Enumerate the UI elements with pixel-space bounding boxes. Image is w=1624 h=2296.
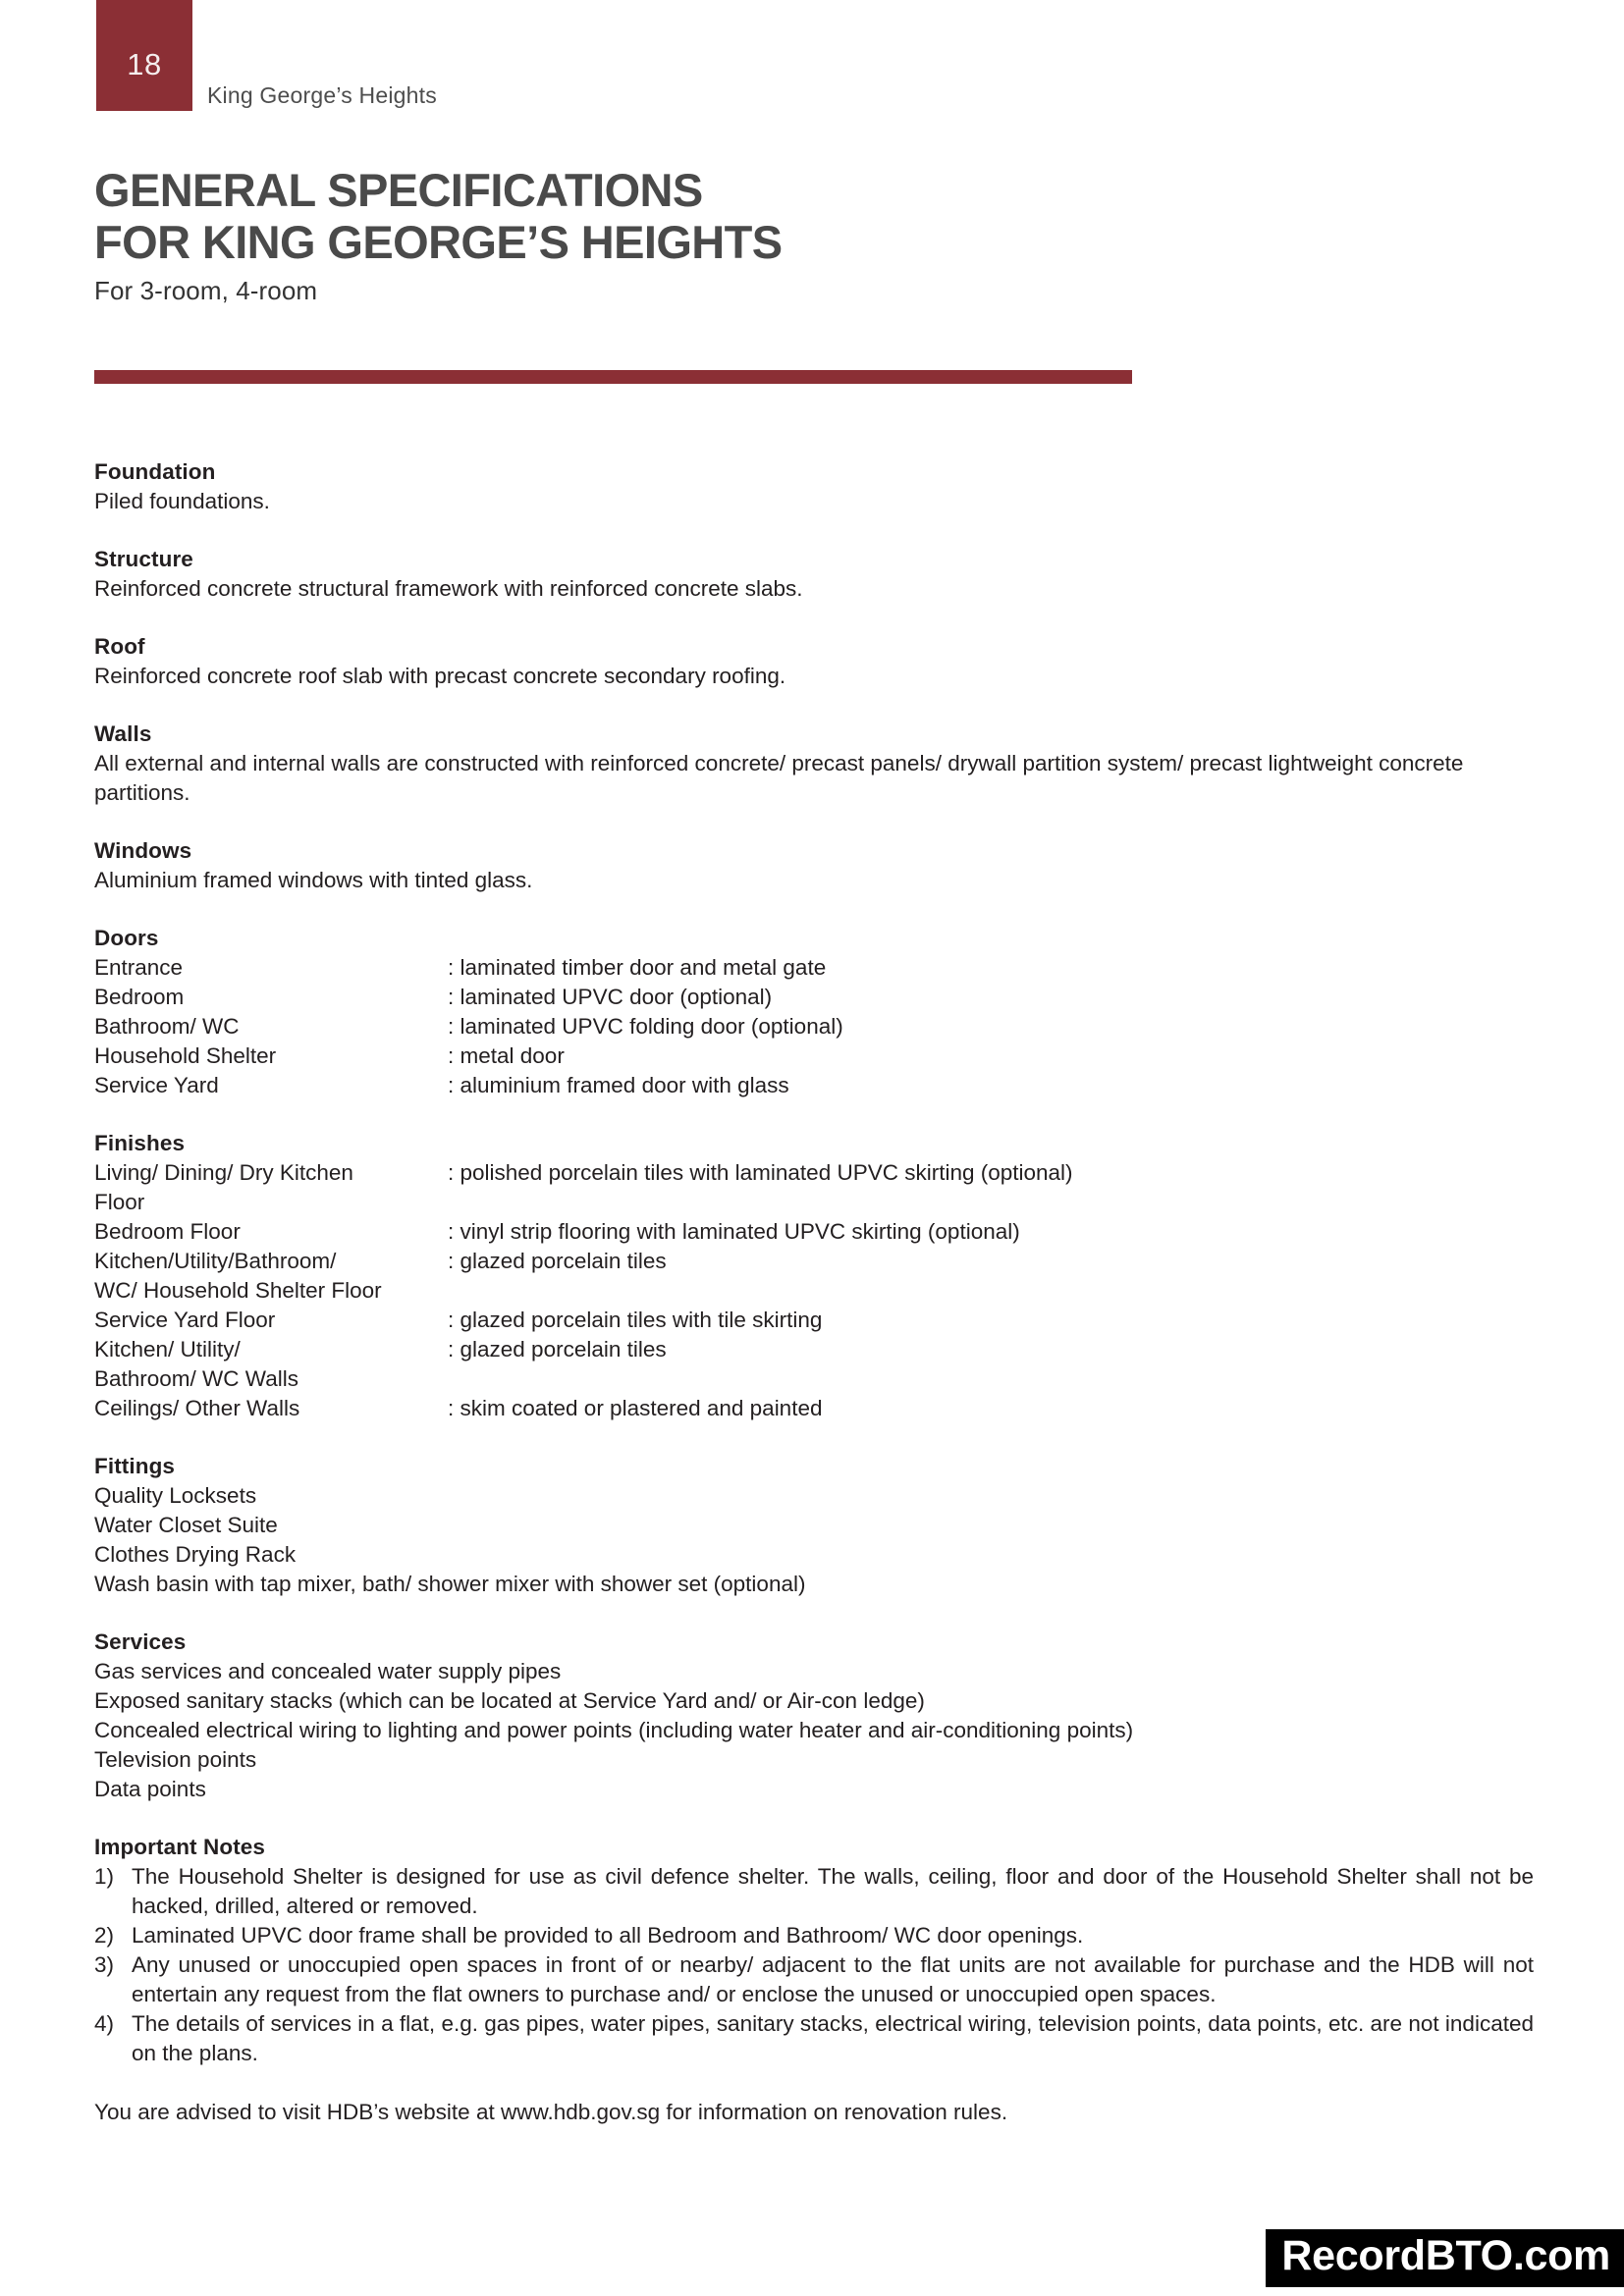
note-text: The Household Shelter is designed for use as civil defence shelter. The walls, ceiling, floor and door of the Household Shelter shall not be hacked, drilled, altered or removed.	[132, 1864, 1534, 1918]
section-heading-fittings: Fittings	[94, 1454, 176, 1478]
document-subtitle: For 3-room, 4-room	[94, 276, 318, 306]
spec-row-value: : skim coated or plastered and painted	[448, 1396, 823, 1420]
spec-row-value: : glazed porcelain tiles	[448, 1337, 667, 1362]
important-note-item	[94, 2009, 1534, 2068]
spec-row-label: Entrance	[94, 955, 184, 980]
section-fittings	[94, 1452, 1534, 1599]
note-text: The details of services in a flat, e.g. gas pipes, water pipes, sanitary stacks, electrical wiring, television points, data points, etc. are not indicated on the plans.	[132, 2011, 1534, 2065]
section-text-walls: All external and internal walls are constructed with reinforced concrete/ precast panels/ drywall partition system/ precast lightweight concrete partitions.	[94, 751, 1464, 805]
note-marker: 1)	[94, 1864, 115, 1889]
note-marker: 2)	[94, 1923, 115, 1948]
section-services	[94, 1628, 1534, 1804]
section-text-roof: Reinforced concrete roof slab with precast concrete secondary roofing.	[94, 664, 786, 688]
spec-row-value: : laminated UPVC door (optional)	[448, 985, 773, 1009]
section-heading-foundation: Foundation	[94, 459, 216, 484]
spec-row-value: : glazed porcelain tiles with tile skirting	[448, 1308, 823, 1332]
section-heading-structure: Structure	[94, 547, 193, 571]
finishes-rows	[94, 1158, 1534, 1423]
header-project-name: King George’s Heights	[207, 82, 437, 108]
spec-row-label: Service Yard	[94, 1073, 219, 1097]
closing-advisory-note: You are advised to visit HDB’s website at www.hdb.gov.sg for information on renovation rules.	[94, 2100, 1008, 2124]
section-heading-walls: Walls	[94, 721, 152, 746]
spec-line: Gas services and concealed water supply pipes	[94, 1659, 562, 1683]
spec-row-label: Bathroom/ WC	[94, 1014, 240, 1039]
spec-row	[94, 1158, 1534, 1188]
section-heading-finishes: Finishes	[94, 1131, 186, 1155]
important-note-item	[94, 1950, 1534, 2009]
spec-row	[94, 1071, 1534, 1100]
section-finishes	[94, 1129, 1534, 1423]
spec-row-value: : laminated UPVC folding door (optional)	[448, 1014, 843, 1039]
spec-line: Television points	[94, 1747, 257, 1772]
note-marker: 4)	[94, 2011, 115, 2036]
document-title-line-1: GENERAL SPECIFICATIONS	[94, 164, 703, 216]
section-important-notes	[94, 1833, 1534, 2068]
note-text: Any unused or unoccupied open spaces in front of or nearby/ adjacent to the flat units are not available for purchase and the HDB will not entertain any request from the flat owners to purchase and/ or enclose the unused or unoccupied open spaces.	[132, 1952, 1534, 2006]
spec-row-label: Kitchen/Utility/Bathroom/	[94, 1249, 337, 1273]
spec-row-value: : aluminium framed door with glass	[448, 1073, 789, 1097]
section-doors	[94, 924, 1534, 1100]
spec-row-label: Bathroom/ WC Walls	[94, 1366, 298, 1391]
important-notes-list	[94, 1862, 1534, 2068]
spec-row-label: Kitchen/ Utility/	[94, 1337, 241, 1362]
spec-row	[94, 1335, 1534, 1364]
section-heading-important-notes: Important Notes	[94, 1835, 266, 1859]
important-note-item	[94, 1862, 1534, 1921]
section-heading-windows: Windows	[94, 838, 192, 863]
important-note-item	[94, 1921, 1534, 1950]
fittings-lines	[94, 1481, 1534, 1599]
spec-row-value: : vinyl strip flooring with laminated UPVC skirting (optional)	[448, 1219, 1020, 1244]
spec-line: Data points	[94, 1777, 206, 1801]
spec-line: Quality Locksets	[94, 1483, 257, 1508]
spec-line: Concealed electrical wiring to lighting and power points (including water heater and air-conditioning points)	[94, 1718, 1134, 1742]
spec-row-label: Bedroom Floor	[94, 1219, 241, 1244]
spec-line: Exposed sanitary stacks (which can be located at Service Yard and/ or Air-con ledge)	[94, 1688, 925, 1713]
watermark-text: RecordBTO.com	[1281, 2232, 1610, 2279]
spec-row-value: : laminated timber door and metal gate	[448, 955, 827, 980]
spec-row-label: Service Yard Floor	[94, 1308, 276, 1332]
note-text: Laminated UPVC door frame shall be provided to all Bedroom and Bathroom/ WC door openings.	[132, 1923, 1084, 1948]
spec-line: Clothes Drying Rack	[94, 1542, 297, 1567]
spec-row	[94, 1306, 1534, 1335]
spec-row	[94, 1217, 1534, 1247]
section-text-windows: Aluminium framed windows with tinted glass.	[94, 868, 533, 892]
section-heading-doors: Doors	[94, 926, 159, 950]
section-heading-roof: Roof	[94, 634, 145, 659]
spec-row-label: WC/ Household Shelter Floor	[94, 1278, 382, 1303]
spec-row	[94, 1041, 1534, 1071]
spec-row	[94, 1012, 1534, 1041]
section-structure	[94, 545, 1534, 604]
page-header	[0, 0, 1624, 111]
section-text-structure: Reinforced concrete structural framework with reinforced concrete slabs.	[94, 576, 803, 601]
spec-row-label: Floor	[94, 1190, 145, 1214]
document-title-line-2: FOR KING GEORGE’S HEIGHTS	[94, 215, 783, 268]
spec-row-label: Household Shelter	[94, 1043, 277, 1068]
spec-row-value: : glazed porcelain tiles	[448, 1249, 667, 1273]
section-text-foundation: Piled foundations.	[94, 489, 270, 513]
section-windows	[94, 836, 1534, 895]
spec-row-label: Bedroom	[94, 985, 185, 1009]
spec-row-value: : metal door	[448, 1043, 565, 1068]
note-marker: 3)	[94, 1952, 115, 1977]
spec-line: Water Closet Suite	[94, 1513, 278, 1537]
spec-row	[94, 983, 1534, 1012]
specifications-body	[94, 457, 1534, 2127]
spec-line: Wash basin with tap mixer, bath/ shower mixer with shower set (optional)	[94, 1572, 806, 1596]
section-roof	[94, 632, 1534, 691]
services-lines	[94, 1657, 1534, 1804]
section-foundation	[94, 457, 1534, 516]
spec-row-value: : polished porcelain tiles with laminated UPVC skirting (optional)	[448, 1160, 1073, 1185]
doors-rows	[94, 953, 1534, 1100]
spec-row-label: Ceilings/ Other Walls	[94, 1396, 300, 1420]
section-walls	[94, 720, 1534, 808]
spec-row	[94, 1247, 1534, 1276]
spec-row	[94, 1394, 1534, 1423]
section-heading-services: Services	[94, 1629, 187, 1654]
title-divider-bar	[94, 370, 1132, 384]
spec-row	[94, 953, 1534, 983]
page-number-badge	[96, 0, 192, 111]
spec-row-label: Living/ Dining/ Dry Kitchen	[94, 1160, 353, 1185]
document-title-block	[94, 165, 1174, 306]
watermark-badge	[1266, 2229, 1624, 2287]
page-number: 18	[127, 47, 162, 81]
